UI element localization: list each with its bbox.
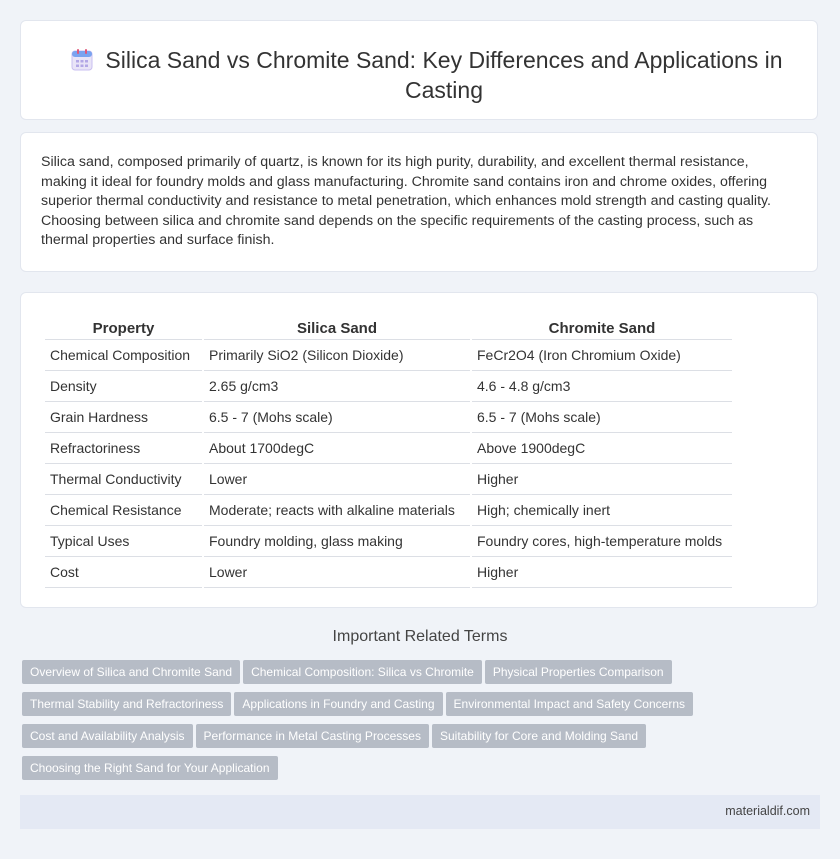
row-property: Cost <box>45 557 202 588</box>
related-term-tag[interactable]: Chemical Composition: Silica vs Chromite <box>243 660 482 684</box>
row-property: Density <box>45 371 202 402</box>
row-property: Thermal Conductivity <box>45 464 202 495</box>
row-property: Typical Uses <box>45 526 202 557</box>
row-property: Chemical Composition <box>45 340 202 371</box>
related-term-tag[interactable]: Cost and Availability Analysis <box>22 724 193 748</box>
table-row <box>45 526 732 557</box>
related-term-tag[interactable]: Suitability for Core and Molding Sand <box>432 724 646 748</box>
row-chromite-value: Higher <box>472 557 732 588</box>
table-row <box>45 371 732 402</box>
table-row <box>45 495 732 526</box>
row-chromite-value: Foundry cores, high-temperature molds <box>472 526 732 557</box>
row-chromite-value: High; chemically inert <box>472 495 732 526</box>
row-silica-value: 2.65 g/cm3 <box>204 371 470 402</box>
related-terms-heading: Important Related Terms <box>332 628 508 645</box>
table-row <box>45 557 732 588</box>
table-row <box>45 340 732 371</box>
row-silica-value: Primarily SiO2 (Silicon Dioxide) <box>204 340 470 371</box>
row-chromite-value: 6.5 - 7 (Mohs scale) <box>472 402 732 433</box>
related-term-tag[interactable]: Choosing the Right Sand for Your Application <box>22 756 278 780</box>
row-property: Grain Hardness <box>45 402 202 433</box>
row-silica-value: Moderate; reacts with alkaline materials <box>204 495 470 526</box>
row-silica-value: Foundry molding, glass making <box>204 526 470 557</box>
page-title: Silica Sand vs Chromite Sand: Key Differences and Applications in Casting <box>105 47 783 103</box>
related-term-tag[interactable]: Physical Properties Comparison <box>485 660 672 684</box>
comparison-card <box>20 292 818 608</box>
table-row <box>45 433 732 464</box>
row-silica-value: Lower <box>204 557 470 588</box>
row-property: Chemical Resistance <box>45 495 202 526</box>
comparison-table <box>43 315 734 588</box>
row-chromite-value: 4.6 - 4.8 g/cm3 <box>472 371 732 402</box>
title-card <box>20 20 818 120</box>
related-term-tag[interactable]: Applications in Foundry and Casting <box>234 692 442 716</box>
row-chromite-value: Higher <box>472 464 732 495</box>
row-silica-value: 6.5 - 7 (Mohs scale) <box>204 402 470 433</box>
header-property: Property <box>45 315 202 340</box>
row-property: Refractoriness <box>45 433 202 464</box>
header-silica: Silica Sand <box>204 315 470 340</box>
related-terms-tags <box>22 660 722 788</box>
related-term-tag[interactable]: Performance in Metal Casting Processes <box>196 724 429 748</box>
row-silica-value: Lower <box>204 464 470 495</box>
row-chromite-value: FeCr2O4 (Iron Chromium Oxide) <box>472 340 732 371</box>
table-header-row <box>45 315 732 340</box>
related-term-tag[interactable]: Environmental Impact and Safety Concerns <box>446 692 693 716</box>
related-term-tag[interactable]: Overview of Silica and Chromite Sand <box>22 660 240 684</box>
intro-card <box>20 132 818 272</box>
intro-paragraph: Silica sand, composed primarily of quartz, is known for its high purity, durability, and excellent thermal resistance, making it ideal for foundry molds and glass manufacturing. Chromite sand contains iron and chrome oxides, offering superior thermal conductivity and resistance to metal penetration, which enhances mold strength and casting quality. Choosing between silica and chromite sand depends on the specific requirements of the casting process, such as thermal properties and surface finish. <box>41 154 772 249</box>
table-row <box>45 402 732 433</box>
row-chromite-value: Above 1900degC <box>472 433 732 464</box>
related-term-tag[interactable]: Thermal Stability and Refractoriness <box>22 692 231 716</box>
footer <box>20 795 820 829</box>
header-chromite: Chromite Sand <box>472 315 732 340</box>
row-silica-value: About 1700degC <box>204 433 470 464</box>
footer-site-link[interactable]: materialdif.com <box>725 804 810 818</box>
table-row <box>45 464 732 495</box>
